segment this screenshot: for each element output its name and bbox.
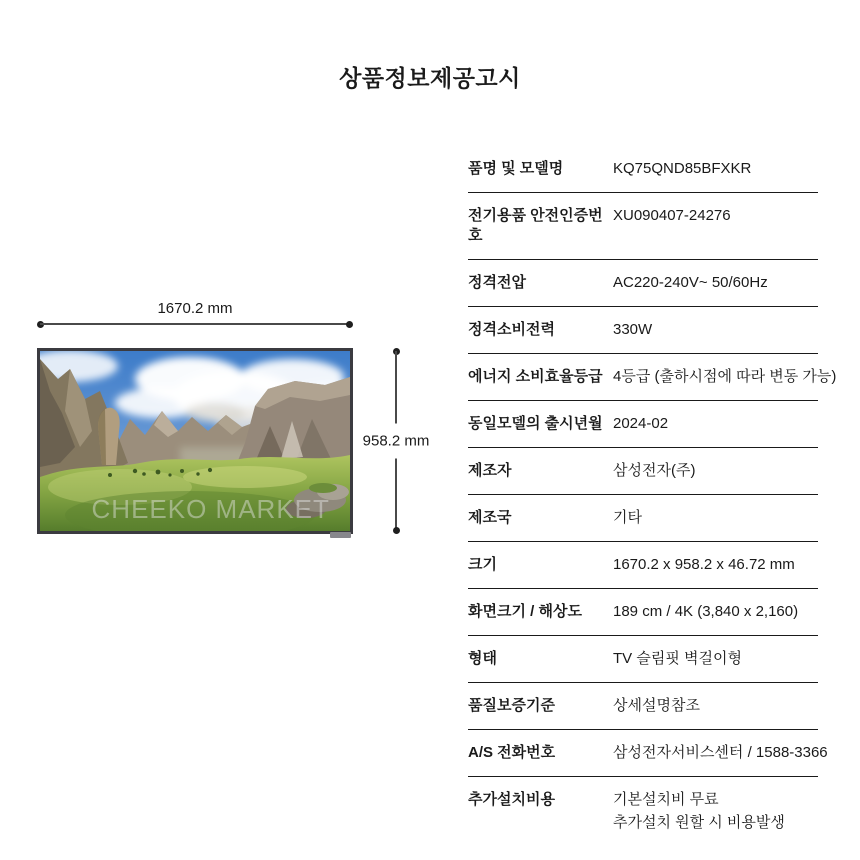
table-row [468, 401, 818, 448]
dimension-endpoint-dot [346, 321, 353, 328]
spec-label: 화면크기 / 해상도 [468, 603, 582, 620]
spec-value: AC220-240V~ 50/60Hz [613, 274, 768, 291]
spec-table [468, 146, 837, 846]
spec-value: 330W [613, 321, 653, 338]
spec-value: KQ75QND85BFXKR [613, 160, 752, 177]
spec-label: 추가설치비용 [468, 791, 555, 808]
spec-label: 품명 및 모델명 [468, 160, 564, 177]
spec-value: 2024-02 [613, 415, 669, 432]
tv-bottom-fitting [330, 532, 351, 538]
spec-value: 1670.2 x 958.2 x 46.72 mm [613, 556, 795, 573]
width-dimension-label: 1670.2 mm [157, 300, 233, 317]
spec-value: 상세설명참조 [613, 697, 700, 714]
table-row [468, 260, 818, 307]
table-row [468, 146, 818, 193]
tv-product-image [37, 348, 353, 534]
spec-label: 정격전압 [468, 274, 526, 291]
table-row [468, 730, 828, 777]
spec-label: 전기용품 안전인증번호 [468, 207, 603, 244]
spec-label: 동일모델의 출시년월 [468, 415, 603, 432]
spec-value: 4등급 (출하시점에 따라 변동 가능) [613, 368, 837, 385]
height-dimension-line [362, 348, 430, 534]
height-dimension-label: 958.2 mm [359, 424, 434, 459]
table-row [468, 307, 818, 354]
tv-screen-photo [40, 351, 350, 531]
spec-value: 기타 [613, 509, 642, 526]
spec-value: 기본설치비 무료 추가설치 원할 시 비용발생 [613, 791, 785, 831]
dimension-endpoint-dot [393, 527, 400, 534]
table-row [468, 495, 818, 542]
spec-value: 삼성전자(주) [613, 462, 696, 479]
landscape-photo [40, 351, 350, 531]
table-row [468, 777, 818, 846]
table-row [468, 589, 818, 636]
spec-value: 삼성전자서비스센터 / 1588-3366 [613, 744, 828, 761]
spec-label: 크기 [468, 556, 497, 573]
spec-label: 제조자 [468, 462, 512, 479]
table-row [468, 354, 837, 401]
spec-value: XU090407-24276 [613, 207, 731, 224]
page-title: 상품정보제공고시 [339, 65, 521, 91]
table-row [468, 193, 818, 260]
spec-label: 제조국 [468, 509, 512, 526]
table-row [468, 448, 818, 495]
table-row [468, 542, 818, 589]
spec-label: 형태 [468, 650, 497, 667]
spec-label: 에너지 소비효율등급 [468, 368, 603, 385]
table-row [468, 636, 818, 683]
spec-label: A/S 전화번호 [468, 744, 556, 761]
table-row [468, 683, 818, 730]
spec-label: 품질보증기준 [468, 697, 555, 714]
spec-label: 정격소비전력 [468, 321, 555, 338]
spec-value: 189 cm / 4K (3,840 x 2,160) [613, 603, 799, 620]
spec-value: TV 슬림핏 벽걸이형 [613, 650, 742, 667]
width-dimension-line [37, 320, 353, 328]
watermark-text: CHEEKO MARKET [91, 494, 330, 524]
